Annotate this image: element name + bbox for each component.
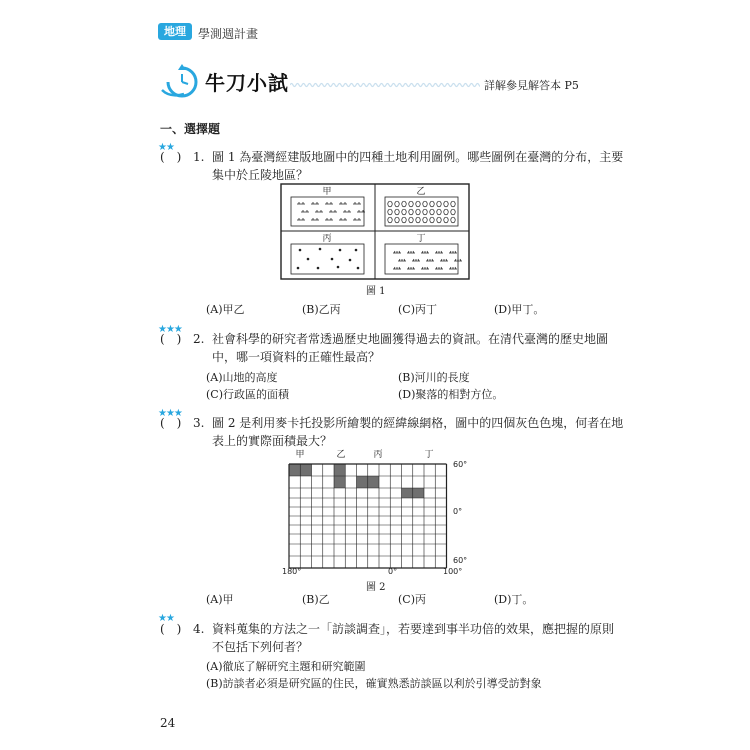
grass-mark [343,210,351,212]
figure-caption: 圖 1 [366,286,386,297]
question-number: 1. [193,150,205,164]
section-title: 牛刀小試 [205,71,289,95]
answer-paren: ( ) [160,622,182,636]
dot-mark [307,258,310,261]
orchard-mark [388,217,392,223]
dry-field-mark [435,251,443,253]
grass-mark [297,202,305,204]
orchard-mark [423,201,427,207]
difficulty-stars: ★★★ [158,408,182,419]
grass-mark [329,210,337,212]
question-number: 4. [193,622,205,636]
dot-mark [319,248,322,251]
grass-mark [325,218,333,220]
wavy-divider [290,80,480,90]
option-d: (D)甲丁。 [494,303,545,316]
option-a: (A)山地的高度 [206,371,278,384]
dot-mark [337,266,340,269]
orchard-mark [451,209,455,215]
orchard-mark [402,217,406,223]
figure-1-legend-map [280,183,470,280]
question-line: 社會科學的研究者常透過歷史地圖獲得過去的資訊。在清代臺灣的歷史地圖 [212,332,609,346]
question-number: 3. [193,416,205,430]
option-b: (B)河川的長度 [398,371,470,384]
stopwatch-icon [160,60,210,100]
gray-block [357,476,368,488]
dry-field-mark [454,259,462,261]
answer-paren: ( ) [160,150,182,164]
question-number: 2. [193,332,205,346]
dry-field-mark [440,259,448,261]
gray-block [289,464,300,476]
gray-block [300,464,311,476]
gray-block [413,488,424,498]
orchard-mark [451,217,455,223]
orchard-mark [437,201,441,207]
orchard-mark [430,201,434,207]
orchard-mark [416,217,420,223]
dry-field-mark [435,267,443,269]
difficulty-stars: ★★ [158,142,174,153]
dot-mark [355,249,358,252]
dry-field-mark [449,267,457,269]
orchard-mark [423,209,427,215]
dry-field-mark [412,259,420,261]
dry-field-mark [421,251,429,253]
option-c: (C)行政區的面積 [206,388,289,401]
orchard-symbols [388,201,455,223]
option-b: (B)乙 [302,593,330,606]
dot-mark [349,259,352,262]
orchard-mark [402,209,406,215]
orchard-mark [444,209,448,215]
option-c: (C)丙丁 [398,303,437,316]
gray-block [402,488,413,498]
grass-mark [315,210,323,212]
dry-field-mark [393,251,401,253]
lon-label-0: 0° [388,567,398,576]
orchard-mark [409,201,413,207]
orchard-mark [444,217,448,223]
dot-mark [297,267,300,270]
grass-mark [325,202,333,204]
dry-field-mark [393,267,401,269]
dry-field-mark [449,251,457,253]
question-line: 中，哪一項資料的正確性最高？ [212,350,381,364]
grass-mark [297,218,305,220]
question-line: 集中於丘陵地區？ [212,168,309,182]
orchard-mark [388,201,392,207]
lon-label-100: 100° [443,567,463,576]
orchard-mark [430,209,434,215]
grid-label-yi: 乙 [336,450,346,460]
subject-badge: 地理 [158,23,192,40]
answer-reference: 詳解參見解答本 P5 [484,79,579,92]
lat-label-60n: 60° [453,460,468,469]
dot-mark [317,267,320,270]
question-line: 資料蒐集的方法之一「訪談調查」，若要達到事半功倍的效果，應把握的原則 [212,622,615,636]
answer-paren: ( ) [160,332,182,346]
orchard-mark [437,217,441,223]
panel-label-yi: 乙 [416,187,426,197]
orchard-mark [423,217,427,223]
dot-mark [331,258,334,261]
grass-mark [311,202,319,204]
panel-label-bing: 丙 [322,234,332,244]
orchard-mark [395,201,399,207]
dot-mark [357,267,360,270]
grass-mark [301,210,309,212]
grass-symbols [297,202,365,220]
question-line: 圖 1 為臺灣經建版地圖中的四種土地利用圖例。哪些圖例在臺灣的分布，主要 [212,150,624,164]
dot-mark [299,249,302,252]
question-line: 不包括下列何者？ [212,640,309,654]
orchard-mark [416,209,420,215]
series-title: 學測週計畫 [198,27,259,41]
dry-field-mark [398,259,406,261]
difficulty-stars: ★★★ [158,324,182,335]
grass-mark [353,202,361,204]
page-number: 24 [160,716,176,730]
option-a: (A)甲 [206,593,234,606]
part-heading: 一、選擇題 [160,122,221,136]
option-a: (A)徹底了解研究主題和研究範圍 [206,660,366,673]
grass-mark [339,202,347,204]
grass-mark [353,218,361,220]
orchard-mark [409,209,413,215]
question-line: 圖 2 是利用麥卡托投影所繪製的經緯線網格，圖中的四個灰色色塊，何者在地 [212,416,624,430]
figure-caption: 圖 2 [366,582,386,593]
orchard-mark [451,201,455,207]
dry-field-mark [426,259,434,261]
orchard-mark [402,201,406,207]
orchard-mark [409,217,413,223]
answer-paren: ( ) [160,416,182,430]
panel-label-jia: 甲 [322,187,332,197]
grid-label-ding: 丁 [424,450,434,460]
dry-field-symbols [393,251,462,269]
dot-mark [339,249,342,252]
option-b: (B)乙丙 [302,303,341,316]
lat-label-0: 0° [453,507,463,516]
orchard-mark [430,217,434,223]
grid-label-bing: 丙 [373,450,383,460]
lat-label-60s: 60° [453,556,468,565]
panel-label-ding: 丁 [416,234,426,244]
dry-field-mark [407,267,415,269]
dot-symbols [297,248,360,270]
lon-label-180: 180° [282,567,302,576]
dry-field-mark [407,251,415,253]
figure-2-mercator-grid [278,447,474,579]
orchard-mark [437,209,441,215]
dry-field-mark [421,267,429,269]
grass-mark [311,218,319,220]
orchard-mark [395,209,399,215]
option-d: (D)聚落的相對方位。 [398,388,504,401]
difficulty-stars: ★★ [158,613,174,624]
gray-block [368,476,379,488]
option-b: (B)訪談者必須是研究區的住民，確實熟悉訪談區以利於引導受訪對象 [206,677,542,690]
question-line: 表上的實際面積最大？ [212,434,333,448]
option-a: (A)甲乙 [206,303,245,316]
graticule [289,464,447,568]
orchard-mark [444,201,448,207]
orchard-mark [416,201,420,207]
grass-mark [339,218,347,220]
grid-label-jia: 甲 [295,450,305,460]
option-d: (D)丁。 [494,593,534,606]
option-c: (C)丙 [398,593,426,606]
orchard-mark [388,209,392,215]
orchard-mark [395,217,399,223]
